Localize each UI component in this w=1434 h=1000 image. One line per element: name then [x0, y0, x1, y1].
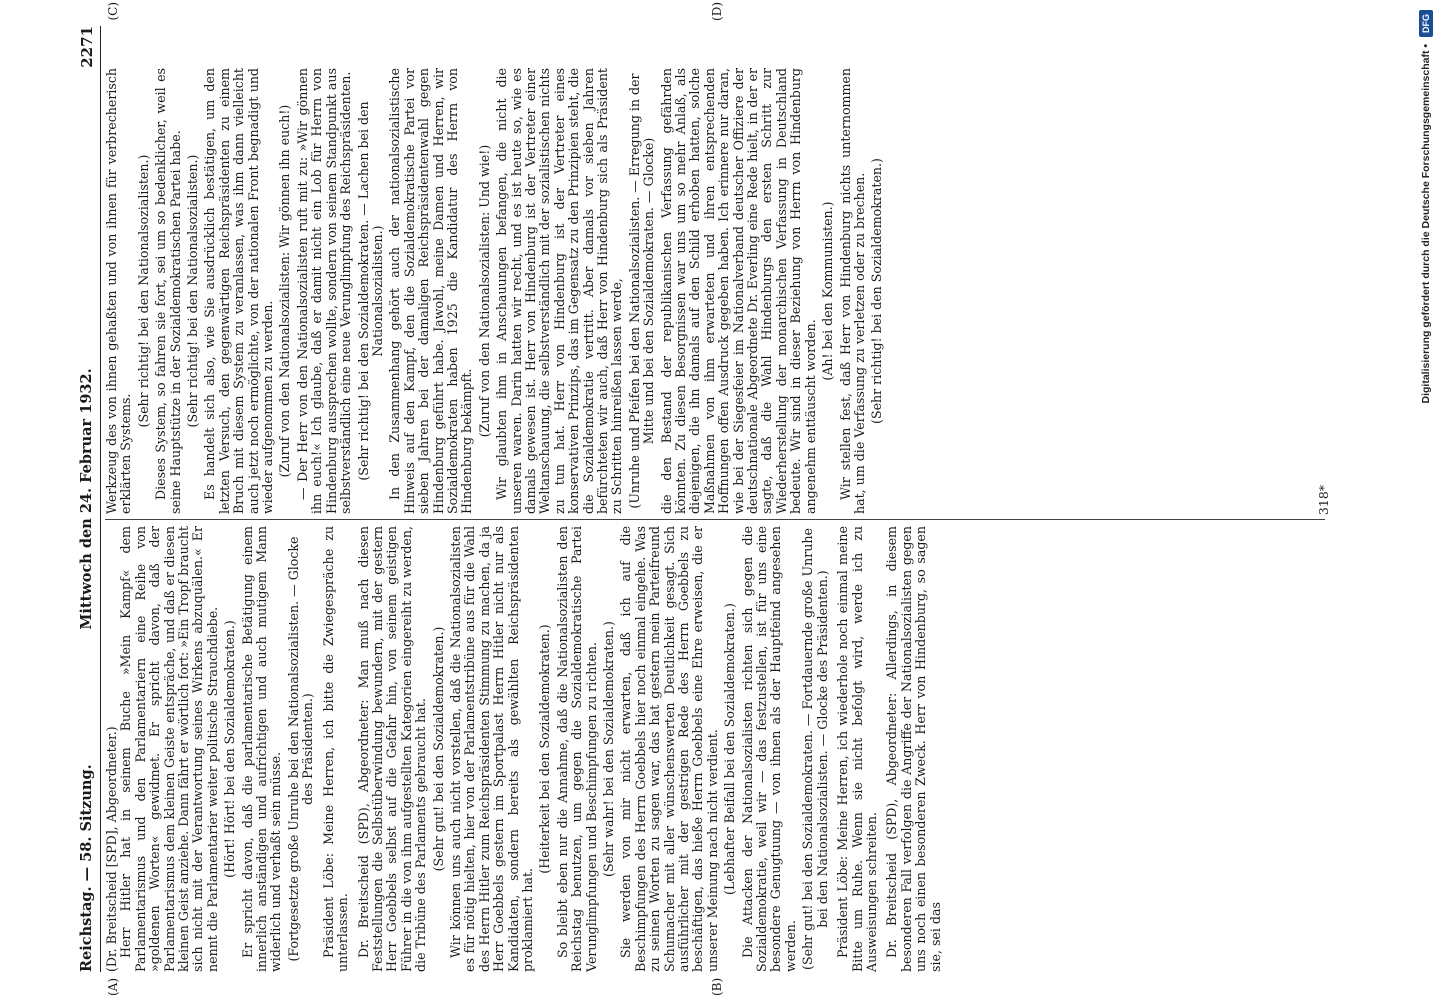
interjection: (Sehr richtig! bei den Sozialdemokraten.) — [869, 158, 885, 424]
paragraph: Wir glaubten ihm in Anschauungen befangen, die nicht die unseren waren. Darin hatten wir recht, und es ist heute so, wie es damals gewesen ist. Herr von Hindenburg ist der Vertreter einer Weltanschauung, die selbstverständlich mit der sozialistischen nichts zu tun hat. Herr von Hindenburg ist der Vertreter eines konservativen Prinzips, das im Gegensatz zu den Prinzipien steht, die die Sozialdemokratie vertritt. Aber damals vor sieben Jahren befürchteten wir auch, daß Herr von Hindenburg sich als Präsident zu Schritten hinreißen lassen werde, — [494, 68, 625, 514]
page-header — [76, 26, 101, 972]
page-footer: 318* — [1316, 484, 1331, 516]
paragraph: — Der Herr von den Nationalsozialisten ruft mit zu: »Wir gönnen ihn euch!« Ich glaube, daß er damit nicht ein Lob für Herrn von Hindenburg aussprechen wollte, sondern von seinem Standpunkt aus selbstverständlich eine neue Verunglimpfung des Reichspräsidenten. — [294, 68, 354, 514]
page-number: 2271 — [78, 26, 96, 68]
interjection: (Lebhafter Beifall bei den Sozialdemokraten.) — [722, 603, 738, 895]
interjection: (Ah! bei den Kommunisten.) — [820, 201, 836, 381]
digitization-credit: Digitalisierung gefördert durch die Deutsche Forschungsgemeinschaft • — [1420, 43, 1432, 404]
paragraph: Herr Hitler hat in seinem Buche »Mein Kampf« dem Parlamentarismus und den Parlamentariern eine Reihe von »goldenen Worten« gewidmet. Er spricht davon, daß der Parlamentarismus dem kleinen Geiste entspräche, und daß er diesen kleinen Geist anziehe. Dann fährt er wörtlich fort: »Ein Tropf braucht sich nicht mit der Verantwortung seines Wirkens abzuquälen.« Er nennt die Parlamentarier weiter politische Strauchdiebe. — [118, 526, 220, 972]
interjection: (Sehr gut! bei den Sozialdemokraten.) — [430, 626, 446, 872]
margin-mark-d: (D) — [710, 2, 724, 21]
paragraph: die den Bestand der republikanischen Verfassung gefährden könnten. Zu diesen Besorgnissen war uns um so mehr Anlaß, als diejenigen, die ihn damals auf den Schild erhoben hatten, solche Maßnahmen von ihm erwarteten und ihren entsprechenden Hoffnungen offen Ausdruck gegeben haben. Ich erinnere nur daran, wie bei der Siegesfeier im Nationalverband deutscher Offiziere der deutschnationale Abgeordnete Dr. Everling eine Rede hielt, in der er sagte, daß die Wahl Hindenburgs den ersten Schritt zur Wiederherstellung der monarchischen Verfassung in Deutschland bedeute. Wir sind in dieser Beziehung von Herrn von Hindenburg angenehm enttäuscht worden. — [658, 68, 818, 514]
paragraph: Wir stellen fest, daß Herr von Hindenburg nichts unternommen hat, um die Verfassung zu verletzen oder zu brechen. — [837, 68, 867, 514]
paragraph: So bleibt eben nur die Annahme, daß die Nationalsozialisten den Reichstag benutzen, um gegen die Sozialdemokratische Partei Verunglimpfungen und Beschimpfungen zu richten. — [554, 526, 599, 972]
interjection: (Sehr wahr! bei den Sozialdemokraten.) — [601, 621, 616, 877]
paragraph: Die Attacken der Nationalsozialisten richten sich gegen die Sozialdemokratie, weil wir — das festzustellen, ist für uns eine besondere Genugtuung — von ihnen als der Hauptfeind angesehen werden. — [739, 526, 798, 972]
interjection: (Sehr richtig! bei den Nationalsozialisten.) — [135, 154, 151, 428]
paragraph: Dieses System, so fahren sie fort, sei um so bedenklicher, weil es seine Hauptstütze in der Sozialdemokratischen Partei habe. — [153, 68, 183, 514]
right-column — [105, 68, 888, 514]
paragraph: Präsident Löbe: Meine Herren, ich bitte die Zwiegespräche zu unterlassen. — [320, 526, 351, 972]
paragraph: In den Zusammenhang gehört auch der nationalsozialistische Hinweis auf den Kampf, den die Sozialdemokratische Partei vor sieben Jahren bei der damaligen Reichspräsidentenwahl gegen Hindenburg geführt habe. Jawohl, meine Damen und Herren, wir Sozialdemokraten haben 1925 die Kandidatur des Herrn von Hindenburg bekämpft. — [387, 68, 475, 514]
interjection: (Sehr richtig! bei den Sozialdemokraten. — Lachen bei den Nationalsozialisten.) — [355, 101, 385, 481]
digitization-note — [1412, 0, 1434, 1000]
paragraph: (Dr. Breitscheid [SPD], Abgeordneter.) — [104, 726, 119, 972]
paragraph: Wir können uns auch nicht vorstellen, daß die Nationalsozialisten es für nötig hielten, hier von der Parlamentstribüne aus für die Wahl des Herrn Hitler zum Reichspräsidenten Stimmung zu machen, da ja Herr Goebbels gestern im Sportpalast Herrn Hitler nicht nur als Kandidaten, sondern bereits als gewählten Reichspräsidenten proklamiert hat. — [447, 526, 535, 972]
interjection: (Sehr gut! bei den Sozialdemokraten. — Fortdauernde große Unruhe bei den Nationalsozialisten. — Glocke des Präsidenten.) — [800, 528, 830, 970]
interjection: (Heiterkeit bei den Sozialdemokraten.) — [537, 624, 553, 874]
interjection: (Zuruf von den Nationalsozialisten: Und wie!) — [476, 144, 492, 438]
paragraph: Er spricht davon, daß die parlamentarische Betätigung einem innerlich anständigen und aufrichtigen und auch mutigem Mann widerlich und verhaßt sein müsse. — [239, 526, 284, 972]
left-column — [105, 526, 943, 972]
paragraph: Dr. Breitscheid (SPD), Abgeordneter: Allerdings, in diesem besonderen Fall verfolgen die Angriffe der Nationalsozialisten gegen uns noch einen besonderen Zweck. Herr von Hindenburg, so sagen sie, sei das — [884, 526, 943, 972]
interjection: (Zuruf von den Nationalsozialisten: Wir gönnen ihn euch!) — [277, 104, 293, 478]
paragraph: Werkzeug des von ihnen gehaßten und von ihnen für verbrecherisch erklärten Systems. — [104, 68, 134, 514]
interjection: (Hört! Hört! bei den Sozialdemokraten.) — [222, 620, 238, 878]
paragraph: Sie werden von mir nicht erwarten, daß ich auf die Beschimpfungen des Herrn Goebbels hier noch einmal eingehe. Was zu seinen Worten zu sagen war, das hat gestern mein Parteifreund Schumacher mit aller wünschenswerten Deutlichkeit gesagt. Sich ausführlicher mit der gestrigen Rede des Herrn Goebbels zu beschäftigen, das hieße Herrn Goebbels eine Ehre erweisen, die er unserer Meinung nach nicht verdient. — [618, 526, 720, 972]
document-page — [70, 0, 1340, 1000]
paragraph: Dr. Breitscheid (SPD), Abgeordneter: Man muß nach diesen Feststellungen die Selbstüberwindung bewundern, mit der gestern Herr Goebbels selbst auf die Gefahr hin, von seinem geistigen Führer in die von ihm aufgestellten Kategorien eingereiht zu werden, die Tribüne des Parlaments gebraucht hat. — [355, 526, 429, 972]
margin-mark-b: (B) — [710, 977, 724, 996]
interjection: (Fortgesetzte große Unruhe bei den Nationalsozialisten. — Glocke des Präsidenten.) — [285, 536, 316, 962]
paragraph: Präsident Löbe: Meine Herren, ich wiederhole noch einmal meine Bitte um Ruhe. Wenn sie nicht befolgt wird, werde ich zu Ausweisungen schreiten. — [835, 526, 879, 972]
margin-mark-a: (A) — [106, 977, 120, 996]
paragraph: Es handelt sich also, wie Sie ausdrücklich bestätigen, um den letzten Versuch, den gegenwärtigen Reichspräsidenten zu einem Bruch mit diesem System zu veranlassen, was ihm dann vielleicht auch jetzt noch ermöglichte, von der nationalen Front begnadigt und wieder aufgenommen zu werden. — [202, 68, 276, 514]
margin-mark-c: (C) — [106, 2, 120, 21]
interjection: (Unruhe und Pfeifen bei den Nationalsozialisten. — Erregung in der Mitte und bei den Sozialdemokraten. — Glocke) — [626, 73, 657, 509]
column-divider — [105, 519, 1325, 520]
header-session: Reichstag. — 58. Sitzung. — [78, 764, 95, 972]
interjection: (Sehr richtig! bei den Nationalsozialisten.) — [185, 154, 201, 428]
dfg-logo: DFG — [1419, 10, 1433, 37]
header-date: Mittwoch den 24. Februar 1932. — [78, 368, 95, 630]
